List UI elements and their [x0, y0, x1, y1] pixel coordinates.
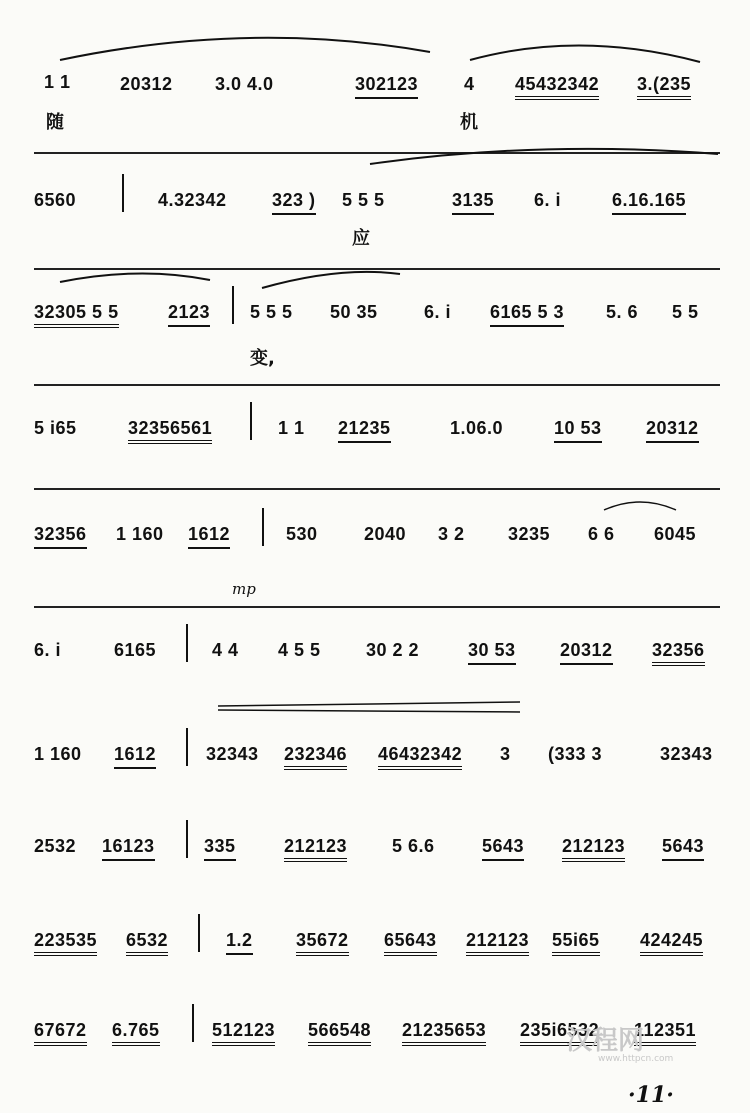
score-row-3 [0, 230, 750, 369]
note-group: 3.0 4.0 [215, 74, 274, 94]
note-group: 424245 [640, 930, 703, 956]
note-group: 55i65 [552, 930, 600, 956]
note-group: 212123 [466, 930, 529, 956]
note-group: 6165 [114, 640, 157, 660]
note-group: 20312 [646, 418, 699, 443]
score-row-5 [0, 460, 750, 570]
note-group: 6. i [424, 302, 452, 322]
note-group: 32343 [660, 744, 713, 764]
score-row-8 [0, 800, 750, 910]
note-group: 323 ) [272, 190, 316, 215]
note-group: 4.32342 [158, 190, 227, 210]
slur [0, 460, 750, 570]
note-group: 335 [204, 836, 236, 861]
score-row-6 [0, 580, 750, 690]
lyric: 随 [46, 112, 64, 133]
slur [0, 230, 750, 340]
note-group: 3 [500, 744, 511, 764]
score-row-2 [0, 120, 750, 249]
note-group: 5 i65 [34, 418, 77, 438]
note-group: 6.16.165 [612, 190, 686, 215]
note-group: 212123 [562, 836, 625, 862]
note-group: 512123 [212, 1020, 275, 1046]
note-group: 112351 [634, 1020, 696, 1046]
note-group: 1 1 [278, 418, 305, 438]
note-group: 32356 [652, 640, 705, 666]
note-group: 46432342 [378, 744, 462, 770]
note-group: 235i6532 [520, 1020, 599, 1046]
note-group: 6165 5 3 [490, 302, 564, 327]
note-group: 4 [464, 74, 475, 94]
note-group: 1612 [188, 524, 230, 549]
note-group: 3135 [452, 190, 494, 215]
note-group: 4 4 [212, 640, 239, 660]
note-group: 20312 [560, 640, 613, 665]
note-group: 10 53 [554, 418, 602, 443]
note-group: 16123 [102, 836, 155, 861]
note-group: 1.06.0 [450, 418, 504, 438]
note-group: 1 1 [44, 72, 71, 92]
score-row-4 [0, 350, 750, 460]
note-group: 32343 [206, 744, 259, 764]
slur [0, 120, 750, 230]
note-group: 5643 [662, 836, 704, 861]
note-group: 223535 [34, 930, 97, 956]
note-group: 45432342 [515, 74, 599, 100]
note-group: 6. i [34, 640, 62, 660]
watermark-url: www.httpcn.com [598, 1054, 674, 1064]
note-group: 6532 [126, 930, 168, 956]
note-group: 50 35 [330, 302, 378, 322]
note-group: 302123 [355, 74, 418, 99]
page-number: ·11· [628, 1082, 674, 1108]
note-group: 3235 [508, 524, 551, 544]
score-row-7 [0, 690, 750, 800]
note-group: 6560 [34, 190, 77, 210]
note-group: 5 5 5 [250, 302, 293, 322]
bar-line [186, 820, 188, 858]
note-group: 32305 5 5 [34, 302, 119, 328]
note-group: 20312 [120, 74, 173, 94]
note-group: 5. 6 [606, 302, 639, 322]
note-group: 5 5 5 [342, 190, 385, 210]
note-group: 5 6.6 [392, 836, 435, 856]
note-group: 3 2 [438, 524, 465, 544]
bar-line [186, 624, 188, 662]
note-group: 1 160 [116, 524, 164, 544]
bar-line [192, 1004, 194, 1042]
note-group: 1612 [114, 744, 156, 769]
note-group: 30 53 [468, 640, 516, 665]
note-group: 2123 [168, 302, 210, 327]
lyric: 机 [460, 112, 478, 133]
note-group: (333 3 [548, 744, 603, 764]
note-group: 5 5 [672, 302, 699, 322]
bar-line [198, 914, 200, 952]
bar-line [250, 402, 252, 440]
note-group: 6045 [654, 524, 697, 544]
note-group: 232346 [284, 744, 347, 770]
score-row-1 [0, 0, 750, 133]
note-group: 212123 [284, 836, 347, 862]
lyric: 应 [352, 228, 370, 249]
note-group: 67672 [34, 1020, 87, 1046]
note-group: 6.765 [112, 1020, 160, 1046]
note-group: 21235 [338, 418, 391, 443]
note-group: 6. i [534, 190, 562, 210]
note-group: 32356 [34, 524, 87, 549]
crescendo-line [0, 690, 750, 730]
bar-line [186, 728, 188, 766]
note-group: 2040 [364, 524, 407, 544]
dynamic-marking: mp [232, 580, 256, 598]
watermark-logo: 汉程网 [566, 1026, 645, 1056]
note-group: 530 [286, 524, 318, 544]
note-group: 6 6 [588, 524, 615, 544]
note-group: 1.2 [226, 930, 253, 955]
note-group: 4 5 5 [278, 640, 321, 660]
note-group: 30 2 2 [366, 640, 420, 660]
note-group: 5643 [482, 836, 524, 861]
note-group: 2532 [34, 836, 77, 856]
note-group: 65643 [384, 930, 437, 956]
note-group: 35672 [296, 930, 349, 956]
note-group: 3.(235 [637, 74, 691, 100]
note-group: 21235653 [402, 1020, 486, 1046]
note-group: 1 160 [34, 744, 82, 764]
note-group: 566548 [308, 1020, 371, 1046]
lyric: 变, [250, 348, 275, 369]
note-group: 32356561 [128, 418, 212, 444]
slur [0, 0, 750, 110]
